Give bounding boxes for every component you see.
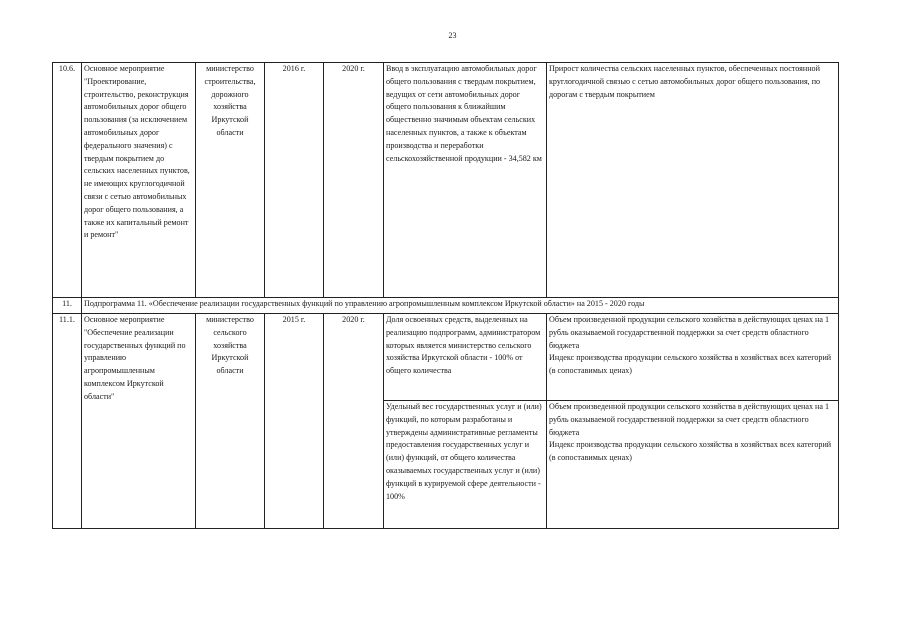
start-year: 2015 г.: [265, 314, 324, 529]
start-year: 2016 г.: [265, 63, 324, 298]
target-indicators: Прирост количества сельских населенных пунктов, обеспеченных постоянной круглогодичной связью с сетью автомобильных дорог общего пользования, по дорогам с твердым покрытием: [547, 63, 839, 298]
expected-result: Доля освоенных средств, выделенных на реализацию подпрограмм, администратором которых является министерство сельского хозяйства Иркутской области - 100% от общего количества: [384, 314, 547, 401]
page-number: 23: [448, 31, 457, 40]
table-row-11-1: [53, 314, 839, 401]
end-year: 2020 г.: [324, 314, 384, 529]
executor: министерство сельского хозяйства Иркутской области: [196, 314, 265, 529]
table-row-10-6: [53, 63, 839, 298]
expected-result: Удельный вес государственных услуг и (или) функций, по которым разработаны и утверждены административные регламенты предоставления государственных услуг и (или) функций, от общего количества оказываемых государственных услуг и (или) функций в курируемой сфере деятельности - 100%: [384, 401, 547, 529]
row-number: 10.6.: [53, 63, 82, 298]
program-table: [52, 62, 839, 529]
target-indicators: Объем произведенной продукции сельского хозяйства в действующих ценах на 1 рубль оказываемой государственной поддержки за счет средств областного бюджета Индекс производства продукции сельского хозяйства в хозяйствах всех категорий (в сопоставимых ценах): [547, 314, 839, 401]
executor: министерство строительства, дорожного хозяйства Иркутской области: [196, 63, 265, 298]
subprogram-row: [53, 298, 839, 314]
event-name: Основное мероприятие "Обеспечение реализации государственных функций по управлению агропромышленным комплексом Иркутской области": [82, 314, 196, 529]
subprogram-title: Подпрограмма 11. «Обеспечение реализации государственных функций по управлению агропромышленным комплексом Иркутской области» на 2015 - 2020 годы: [82, 298, 839, 314]
end-year: 2020 г.: [324, 63, 384, 298]
target-indicators: Объем произведенной продукции сельского хозяйства в действующих ценах на 1 рубль оказываемой государственной поддержки за счет средств областного бюджета Индекс производства продукции сельского хозяйства в хозяйствах всех категорий (в сопоставимых ценах): [547, 401, 839, 529]
expected-result: Ввод в эксплуатацию автомобильных дорог общего пользования с твердым покрытием, ведущих от сети автомобильных дорог общего пользования к ближайшим общественно значимым объектам сельских населенных пунктов, а также к объектам производства и переработки сельскохозяйственной продукции - 34,582 км: [384, 63, 547, 298]
row-number: 11.: [53, 298, 82, 314]
event-name: Основное мероприятие "Проектирование, строительство, реконструкция автомобильных дорог общего пользования (за исключением автомобильных дорог федерального значения) с твердым покрытием до сельских населенных пунктов, не имеющих круглогодичной связи с сетью автомобильных дорог общего пользования, а также их капитальный ремонт и ремонт": [82, 63, 196, 298]
row-number: 11.1.: [53, 314, 82, 529]
